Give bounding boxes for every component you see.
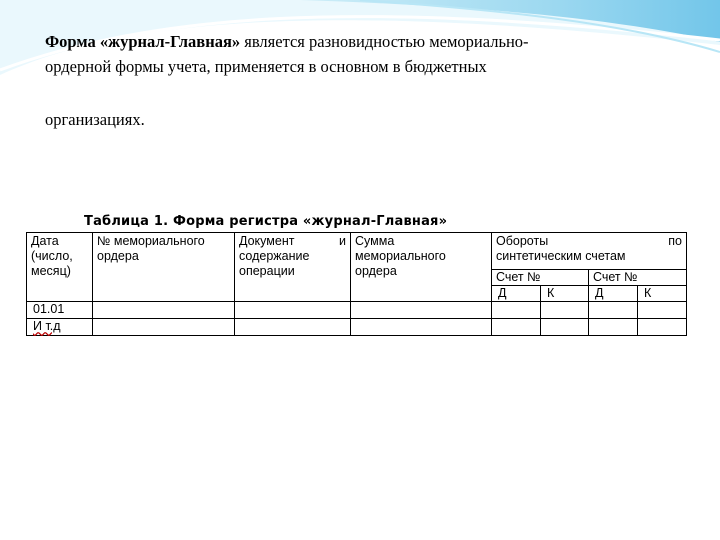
debit-header-2: Д [589,286,638,302]
intro-line2: ордерной формы учета, применяется в основном в бюджетных [45,56,487,76]
header-turnover-c: синтетическим счетам [496,249,626,263]
account-header-1: Счет № [492,270,589,286]
header-turnover-b: по [668,234,682,248]
table-row [27,319,687,336]
header-turnover [492,233,687,270]
row-date: 01.01 [27,302,93,319]
header-turnover-a: Обороты [496,234,549,248]
row-date-text: И т.д [33,319,61,333]
register-table-block [26,212,688,336]
table-caption: Таблица 1. Форма регистра «журнал-Главная» [84,214,448,229]
header-document-b: и [339,234,346,248]
header-document-a: Документ [239,234,295,248]
row-date [27,319,93,336]
register-table [26,232,687,336]
header-date: Дата (число, месяц) [27,233,93,302]
credit-header-1: К [541,286,589,302]
debit-header-1: Д [492,286,541,302]
header-document-c: содержание операции [239,249,310,278]
table-row [27,302,687,319]
header-sum: Сумма мемориального ордера [351,233,492,302]
intro-line3: организациях. [45,109,145,129]
account-header-2: Счет № [589,270,687,286]
intro-line1: является разновидностью мемориально- [240,32,529,51]
intro-bold: Форма «журнал-Главная» [45,32,241,51]
header-document [235,233,351,302]
intro-text [45,30,645,132]
credit-header-2: К [638,286,687,302]
header-order-no: № мемориального ордера [93,233,235,302]
